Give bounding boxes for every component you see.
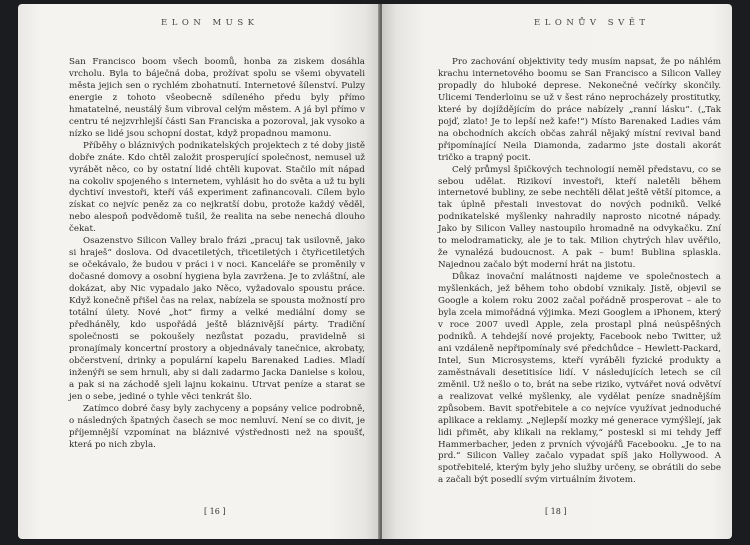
left-body-text <box>69 57 365 451</box>
right-paragraph-2: Celý průmysl špičkových technologií neměl představu, co se sebou udělat. Rizikoví investoři, kteří naletěli během internetové bubliny, ze sebe nechtěli dělat ještě větší pitomce, a tak úplně přestali investovat do nových podniků. Velké podnikatelské myšlenky nahradily naprosto nicotné nápady. Jako by Silicon Valley nastoupilo hromadně na odvykačku. Zní to melodramaticky, ale je to tak. Milion chytrých hlav uvěřilo, že vynalézá budoucnost. A pak – bum! Bublina splaskla. Najednou začalo být moderní hrát na jistotu. <box>438 164 721 271</box>
left-page-number: [ 16 ] <box>204 507 226 516</box>
right-body-text <box>438 57 721 487</box>
right-running-header: ELONŮV SVĚT <box>534 18 650 28</box>
left-paragraph-4: Zatímco dobré časy byly zachyceny a popsány velice podrobně, o následných špatných časech se moc nemluví. Není se co divit, je příjemnější vzpomínat na bláznivé výstřednosti než na spoušť, která po nich zbyla. <box>69 403 365 450</box>
right-paragraph-1: Pro zachování objektivity tedy musím napsat, že po náhlém krachu internetového boomu se San Francisco a Silicon Valley propadly do hluboké deprese. Nekonečné večírky skončily. Ulicemi Tenderloinu se už v šest ráno neprocházely prostitutky, které by dojíždějícím do práce nabízely „ranní lásku“. („Tak pojď, zlato! Je to lepší než kafe!“) Místo Barenaked Ladies vám na obchodních akcích občas zahrál nějaký místní revival band připomínající Neila Diamonda, zadarmo jste dostali akorát tričko a trapný pocit. <box>438 57 721 163</box>
left-paragraph-1: San Francisco boom všech boomů, honba za ziskem dosáhla vrcholu. Byla to báječná doba, prožívat spolu se všemi obyvateli města jejich sen o rychlém zbohatnutí. Internetové šílenství. Pulzy energie z tohoto všeobecně sdíleného předu byly přímo hmatatelné, neustálý šum vibroval celým městem. A já byl přímo v centru té nejzvrhlejší části San Franciska a pozoroval, jak vysoko a nízko se lidé jsou schopní dostat, když propadnou mamonu. <box>69 57 365 139</box>
right-page <box>382 4 732 539</box>
right-paragraph-3: Důkaz inovační malátnosti najdeme ve společnostech a myšlenkách, jež během toho období vznikaly. Jistě, objevil se Google a kolem roku 2002 začal pořádně prosperovat – ale to byla zcela mimořádná výjimka. Mezi Googlem a iPhonem, který v roce 2007 uvedl Apple, zela prostapl plná neúspěšných podniků. A tehdejší nové projekty, Facebook nebo Twitter, už ani vzdáleně nepřipomínaly své předchůdce – Hewlett-Packard, Intel, Sun Microsystems, kteří vyráběli fyzické produkty a zaměstnávali desetitisíce lidí. V následujících letech se cíl změnil. Už nešlo o to, brát na sebe riziko, vytvářet nová odvětví a realizovat velké myšlenky, ale vydělat peníze snadnějším způsobem. Bavit spotřebitele a co nejvíce využívat jednoduché aplikace a reklamy. „Nejlepší mozky mé generace vymýšlejí, jak lidi přimět, aby klikali na reklamy,“ posteskl si mi tehdy Jeff Hammerbacher, jeden z prvních vývojářů Facebooku. „Je to na prd.“ Silicon Valley začalo vypadat spíš jako Hollywood. A spotřebitelé, kterým byly jeho služby určeny, se obrátili do sebe a začali být posedlí svým virtuálním životem. <box>438 272 721 486</box>
left-page <box>18 4 380 539</box>
left-paragraph-2: Příběhy o bláznivých podnikatelských projektech z té doby jistě dobře znáte. Kdo chtěl založit prosperující společnost, nemusel už vyrábět něco, co by ostatní lidé chtěli kupovat. Stačilo mít nápad na cokoliv spojeného s internetem, vyhlásit ho do světa a už tu byli dychtiví investoři, kteří váš experiment zafinancovali. Cílem bylo získat co nejvíc peněz za co nejkratší dobu, protože každý věděl, nebo alespoň podvědomě tušil, že realita na sebe nenechá dlouho čekat. <box>69 140 365 235</box>
right-page-number: [ 18 ] <box>545 507 567 516</box>
left-running-header: ELON MUSK <box>161 18 259 28</box>
left-paragraph-3: Osazenstvo Silicon Valley bralo frázi „pracuj tak usilovně, jako si hraješ“ doslova. Od dvacetiletých, třicetiletých i čtyřicetiletých se očekávalo, že budou v práci i v noci. Kanceláře se proměnily v dočasné domovy a osobní hygiena byla zavržena. Je to zvláštní, ale dokázat, aby Nic vypadalo jako Něco, vyžadovalo spoustu práce. Když konečně přišel čas na relax, nabízela se spousta možností pro totální úlety. Nové „hot“ firmy a velké mediální domy se předháněly, kdo uspořádá ještě bláznivější párty. Tradiční společnosti se pokoušely nezůstat pozadu, pravidelně si pronajímaly koncertní prostory a objednávaly tanečnice, akrobaty, občerstvení, drinky a populární kapelu Barenaked Ladies. Mladí inženýři se sem hrnuli, aby si dali zadarmo Jacka Danielse s kolou, a pak si na záchodě sjeli lajnu kokainu. Utrvat peníze a starat se jen o sebe, jediné o tyhle věci tenkrát šlo. <box>69 236 365 402</box>
